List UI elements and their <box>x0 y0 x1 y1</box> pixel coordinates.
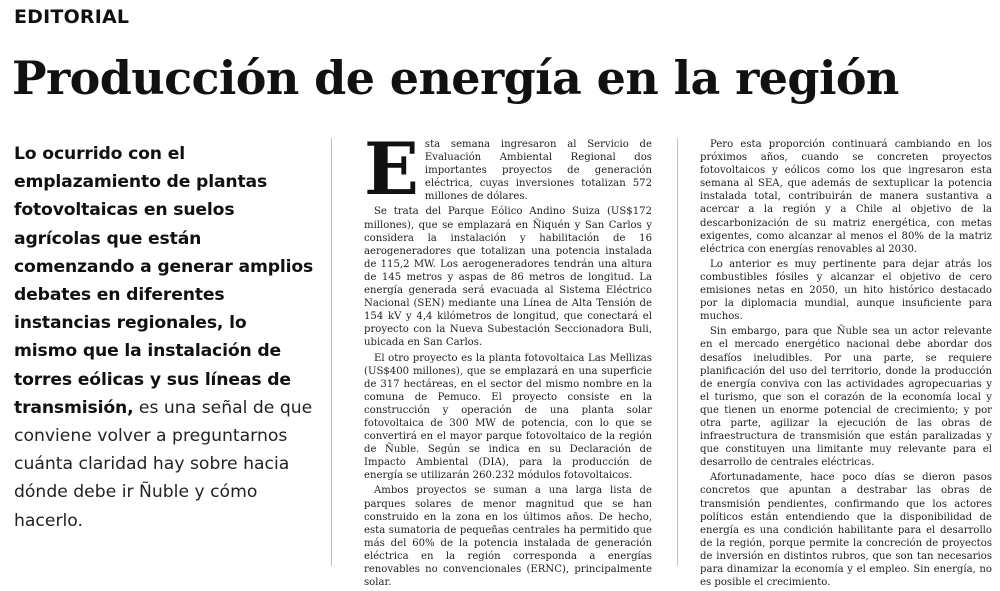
lead-normal-text: es una señal de que conviene volver a preguntarnos cuánta claridad hay sobre hacia dónde debe ir Ñuble y cómo hacerlo. <box>14 397 313 531</box>
drop-cap: E <box>364 126 419 211</box>
paragraph-6: Lo anterior es muy pertinente para dejar atrás los combustibles fósiles y alcanzar el objetivo de cero emisiones netas en 2050, un hito histórico destacado por la diplomacia mundial, aunque insuficiente para muchos. <box>700 258 992 323</box>
column-divider-1 <box>331 138 332 566</box>
lead-bold-text: Lo ocurrido con el emplazamiento de plantas fotovoltaicas en suelos agrícolas que están comenzando a generar amplios debates en diferentes instancias regionales, lo mismo que la instalación de torres eólicas y sus líneas de transmisión, <box>14 144 314 418</box>
paragraph-5: Pero esta proporción continuará cambiando en los próximos años, cuando se concreten proyectos fotovoltaicos y eólicos como los que ingresaron esta semana al SEA, que además de sextuplicar la potencia instalada total, contribuirán de manera sustantiva a acercar a la región y a Chile al objetivo de la descarbonización de su matriz energética, con metas exigentes, como alcanzar al menos el 80% de la matriz eléctrica con energías renovables al 2030. <box>700 139 992 255</box>
column-divider-2 <box>677 138 678 566</box>
paragraph-2: Se trata del Parque Eólico Andino Suiza (US$172 millones), que se emplazará en Ñiquén y San Carlos y considera la instalación y habilitación de 16 aerogeneradores que totalizan una potencia instalada de 115,2 MW. Los aerogeneradores tendrán una altura de 145 metros y aspas de 86 metros de longitud. La energía generada será evacuada al Sistema Eléctrico Nacional (SEN) mediante una Línea de Alta Tensión de 154 kV y 4,4 kilómetros de longitud, que conectará el proyecto con la Nueva Subestación Seccionadora Buli, ubicada en San Carlos. <box>364 206 652 349</box>
paragraph-8: Afortunadamente, hace poco días se dieron pasos concretos que apuntan a destrabar las obras de transmisión pendientes, confirmando que los actores políticos están entendiendo que la disponibilidad de energía es una condición habilitante para el desarrollo de la región, porque permite la concreción de proyectos de inversión en distintos rubros, que son tan necesarios para dinamizar la economía y el empleo. Sin energía, no es posible el crecimiento. <box>700 472 992 589</box>
paragraph-1 <box>364 126 652 211</box>
paragraph-1-text: sta semana ingresaron al Servicio de Evaluación Ambiental Regional dos importantes proyectos de generación eléctrica, cuyas inversiones totalizan 572 millones de dólares. <box>424 139 652 203</box>
paragraph-3: El otro proyecto es la planta fotovoltaica Las Mellizas (US$400 millones), que se emplazará en una superficie de 317 hectáreas, en el sector del mismo nombre en la comuna de Pemuco. El proyecto consiste en la construcción y operación de una planta solar fotovoltaica de 300 MW de potencia, con lo que se convertirá en el mayor parque fotovoltaico de la región de Ñuble. Según se indica en su Declaración de Impacto Ambiental (DIA), para la producción de energía se utilizarán 260.232 módulos fotovoltaicos. <box>364 352 652 482</box>
headline: Producción de energía en la región <box>12 51 899 105</box>
article-column-2 <box>700 138 992 591</box>
article-column-1 <box>364 126 652 591</box>
paragraph-7: Sin embargo, para que Ñuble sea un actor relevante en el mercado energético nacional debe abordar dos desafíos ineludibles. Por una parte, se requiere planificación del uso del territorio, donde la producción de energía conviva con las actividades agropecuarias y el turismo, que son el corazón de la economía local y que tienen un enorme potencial de crecimiento; y por otra parte, agilizar la ejecución de las obras de infraestructura de transmisión que están paralizadas y que constituyen una limitante muy relevante para el desarrollo de centrales eléctricas. <box>700 326 992 469</box>
section-label: EDITORIAL <box>14 6 130 28</box>
lead-paragraph <box>14 140 314 535</box>
paragraph-4: Ambos proyectos se suman a una larga lista de parques solares de menor magnitud que se han construido en la zona en los últimos años. De hecho, esta sumatoria de pequeñas centrales ha permitido que más del 60% de la potencia instalada de generación eléctrica en la región corresponda a energías renovables no convencionales (ERNC), principalmente solar. <box>364 485 652 589</box>
